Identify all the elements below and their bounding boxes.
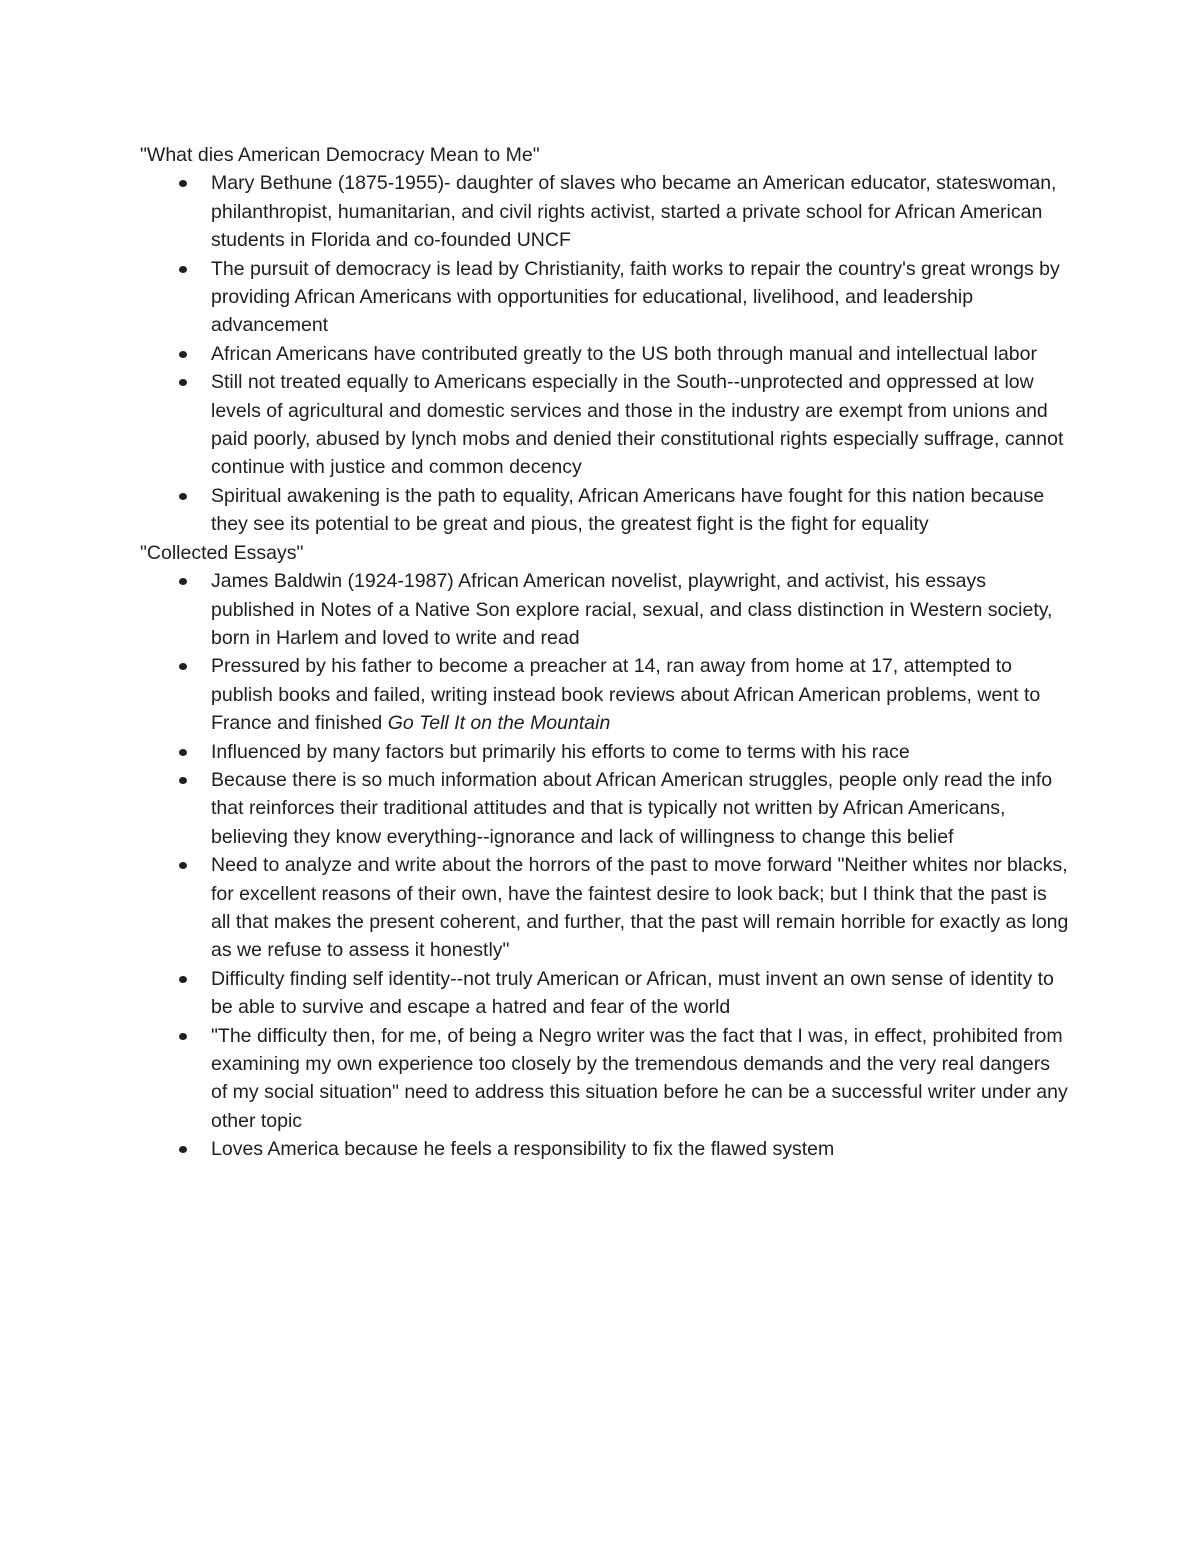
list-item-text: African Americans have contributed greatly to the US both through manual and intellectual labor — [211, 342, 1037, 365]
list-item — [211, 567, 1070, 652]
bullet-icon — [179, 351, 187, 358]
section-title: "What dies American Democracy Mean to Me" — [140, 144, 540, 166]
section-title: "Collected Essays" — [140, 541, 304, 564]
list-item-text: Pressured by his father to become a preacher at 14, ran away from home at 17, attempted to publish books and failed, writing instead book reviews about African American problems, went to France and finished — [211, 655, 1041, 735]
list-item — [211, 169, 1070, 254]
document-body — [140, 141, 1070, 1164]
list-item-text: Loves America because he feels a responsibility to fix the flawed system — [211, 1138, 835, 1161]
list-item-text: Mary Bethune (1875-1955)- daughter of slaves who became an American educator, stateswoman, philanthropist, humanitarian, and civil rights activist, started a private school for African American students in Florida and co-founded UNCF — [211, 172, 1057, 252]
list-item — [211, 965, 1070, 1022]
list-item-text: Spiritual awakening is the path to equality, African Americans have fought for this nation because they see its potential to be great and pious, the greatest fight is the fight for equality — [211, 484, 1045, 536]
bullet-icon — [179, 777, 187, 784]
list-item — [211, 738, 1070, 766]
bullet-icon — [179, 749, 187, 756]
list-item-text: Need to analyze and write about the horrors of the past to move forward "Neither whites nor blacks, for excellent reasons of their own, have the faintest desire to look back; but I think that the past is all that makes the present coherent, and further, that the past will remain horrible for exactly as long as we refuse to assess it honestly" — [211, 854, 1069, 962]
bullet-icon — [179, 862, 187, 869]
list-item — [211, 255, 1070, 340]
book-title: Go Tell It on the Mountain — [387, 712, 611, 735]
bullet-list — [140, 567, 1070, 1164]
bullet-icon — [179, 578, 187, 585]
bullet-list — [140, 169, 1070, 538]
bullet-icon — [179, 1146, 187, 1153]
list-item — [211, 766, 1070, 851]
bullet-icon — [179, 663, 187, 670]
list-item — [211, 1022, 1070, 1136]
list-item — [211, 368, 1070, 482]
bullet-icon — [179, 180, 187, 187]
list-item-text: Influenced by many factors but primarily his efforts to come to terms with his race — [211, 740, 910, 763]
list-item — [211, 1135, 1070, 1163]
list-item — [211, 340, 1070, 368]
list-item — [211, 851, 1070, 965]
list-item — [211, 482, 1070, 539]
list-item-text: Still not treated equally to Americans especially in the South--unprotected and oppressed at low levels of agricultural and domestic services and those in the industry are exempt from unions and paid poorly, abused by lynch mobs and denied their constitutional rights especially suffrage, cannot continue with justice and common decency — [211, 371, 1064, 479]
bullet-icon — [179, 493, 187, 500]
list-item-text: The pursuit of democracy is lead by Christianity, faith works to repair the country's great wrongs by providing African Americans with opportunities for educational, livelihood, and leadership advancement — [211, 257, 1060, 337]
bullet-icon — [179, 266, 187, 273]
list-item-text: James Baldwin (1924-1987) African American novelist, playwright, and activist, his essays published in Notes of a Native Son explore racial, sexual, and class distinction in Western society, born in Harlem and loved to write and read — [211, 570, 1053, 649]
list-item-text: Because there is so much information about African American struggles, people only read the info that reinforces their traditional attitudes and that is typically not written by African Americans, believing they know everything--ignorance and lack of willingness to change this belief — [211, 768, 1053, 848]
list-item-text: Difficulty finding self identity--not truly American or African, must invent an own sense of identity to be able to survive and escape a hatred and fear of the world — [211, 967, 1054, 1019]
list-item — [211, 652, 1070, 737]
bullet-icon — [179, 976, 187, 983]
list-item-text: "The difficulty then, for me, of being a Negro writer was the fact that I was, in effect, prohibited from examining my own experience too closely by the tremendous demands and the very real dangers of my social situation" need to address this situation before he can be a successful writer under any other topic — [211, 1024, 1068, 1132]
bullet-icon — [179, 1033, 187, 1040]
bullet-icon — [179, 379, 187, 386]
